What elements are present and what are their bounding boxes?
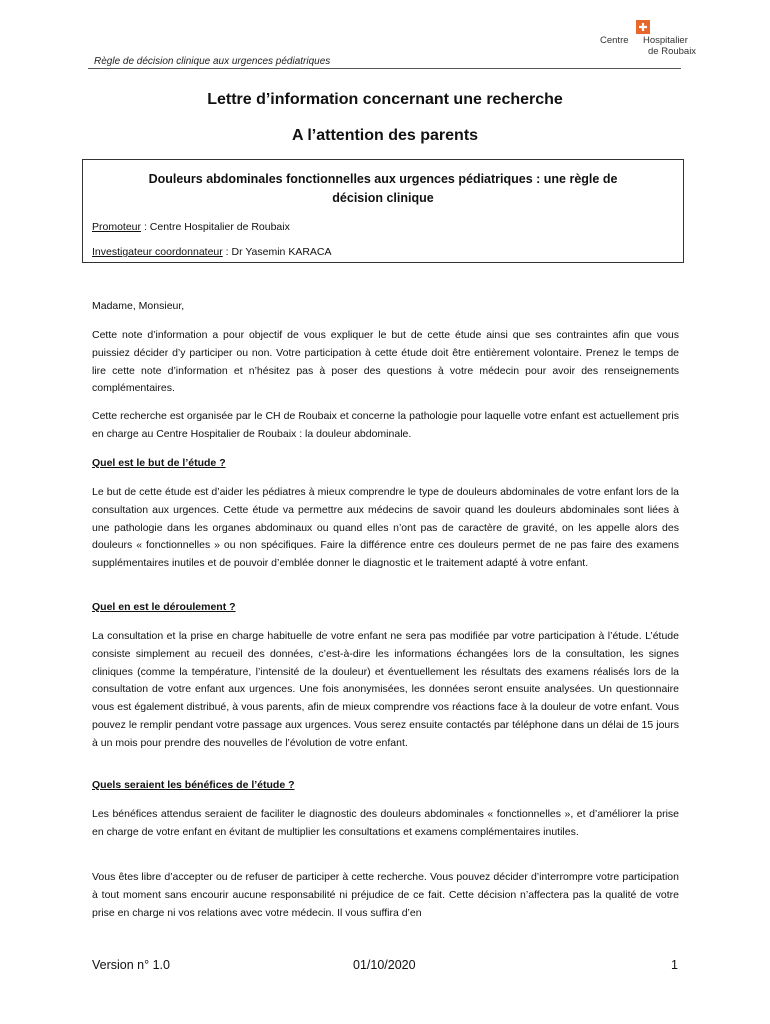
hospital-logo xyxy=(598,20,708,60)
study-title: Douleurs abdominales fonctionnelles aux urgences pédiatriques : une règle de décision clinique xyxy=(148,172,618,205)
logo-text-hospitalier: Hospitalier xyxy=(643,35,688,46)
paragraph-liberte: Vous êtes libre d’accepter ou de refuser de participer à cette recherche. Vous pouvez décider d’interrompre votre participation à tout moment sans encourir aucune responsabilité ni préjudice de ce fait. Cette décision n’affectera pas la qualité de votre prise en charge ni vos relations avec votre médecin. Il vous suffira d’en xyxy=(92,871,679,919)
promoteur-value: : Centre Hospitalier de Roubaix xyxy=(141,221,290,233)
investigateur-label: Investigateur coordonnateur xyxy=(92,246,223,258)
salutation: Madame, Monsieur, xyxy=(92,300,185,312)
document-subtitle: A l’attention des parents xyxy=(291,127,479,144)
section-title-benefices: Quels seraient les bénéfices de l’étude ? xyxy=(92,779,295,791)
investigateur-value: : Dr Yasemin KARACA xyxy=(222,246,332,258)
paragraph-but: Le but de cette étude est d’aider les pédiatres à mieux comprendre le type de douleurs abdominales de votre enfant lors de la consultation aux urgences. Cette étude va permettre aux médecins de savoir quand les douleurs abdominales sont liées à une pathologie dans les organes abdominaux ou quand elles n’ont pas de caractère de gravité, on les appelle alors des douleurs « fonctionnelles » ou non spécifiques. Faire la différence entre ces douleurs permet de ne pas faire des examens supplémentaires inutiles et de pouvoir d’emblée donner le diagnostic et le traitement adapté à votre enfant. xyxy=(92,486,679,570)
investigateur-line xyxy=(92,246,332,258)
logo-text-centre: Centre xyxy=(600,35,629,46)
header-divider xyxy=(88,68,681,69)
section-title-but: Quel est le but de l’étude ? xyxy=(92,457,226,469)
section-title-deroulement: Quel en est le déroulement ? xyxy=(92,601,236,613)
footer-page-number: 1 xyxy=(671,958,678,972)
logo-mark-icon xyxy=(636,20,650,34)
footer-version: Version n° 1.0 xyxy=(92,958,170,972)
footer-date: 01/10/2020 xyxy=(353,958,416,972)
paragraph-organisation: Cette recherche est organisée par le CH de Roubaix et concerne la pathologie pour laquelle votre enfant est actuellement pris en charge au Centre Hospitalier de Roubaix : la douleur abdominale. xyxy=(92,410,679,440)
document-title: Lettre d’information concernant une recherche xyxy=(207,91,563,108)
promoteur-line xyxy=(92,221,290,233)
running-header: Règle de décision clinique aux urgences pédiatriques xyxy=(94,56,331,67)
paragraph-intro: Cette note d’information a pour objectif de vous expliquer le but de cette étude ainsi que ses contraintes afin que vous puissiez décider d’y participer ou non. Votre participation à cette étude doit être entièrement volontaire. Prenez le temps de lire cette note d’information et n’hésitez pas à poser des questions à votre médecin pour avoir des renseignements complémentaires. xyxy=(92,329,679,395)
study-info-box xyxy=(82,159,684,263)
logo-text-roubaix: de Roubaix xyxy=(648,46,697,57)
paragraph-deroulement: La consultation et la prise en charge habituelle de votre enfant ne sera pas modifiée par votre participation à l’étude. L’étude consiste simplement au recueil des données, c’est-à-dire les informations échangées lors de la consultation, les signes cliniques (comme la température, l’intensité de la douleur) et éventuellement les résultats des examens réalisés lors de la consultation de votre enfant aux urgences. Une fois anonymisées, les données seront ensuite analysées. Un questionnaire vous est également distribué, à vous parents, afin de mieux comprendre vos réactions face à la douleur de votre enfant. Vous pouvez le remplir pendant votre passage aux urgences. Vous serez ensuite contactés par téléphone dans un délai de 15 jours à un mois pour prendre des nouvelles de l’évolution de votre enfant. xyxy=(92,630,679,749)
paragraph-benefices: Les bénéfices attendus seraient de faciliter le diagnostic des douleurs abdominales « fonctionnelles », et d’améliorer la prise en charge de votre enfant en évitant de multiplier les consultations et examens complémentaires inutiles. xyxy=(92,808,679,838)
promoteur-label: Promoteur xyxy=(92,221,142,233)
